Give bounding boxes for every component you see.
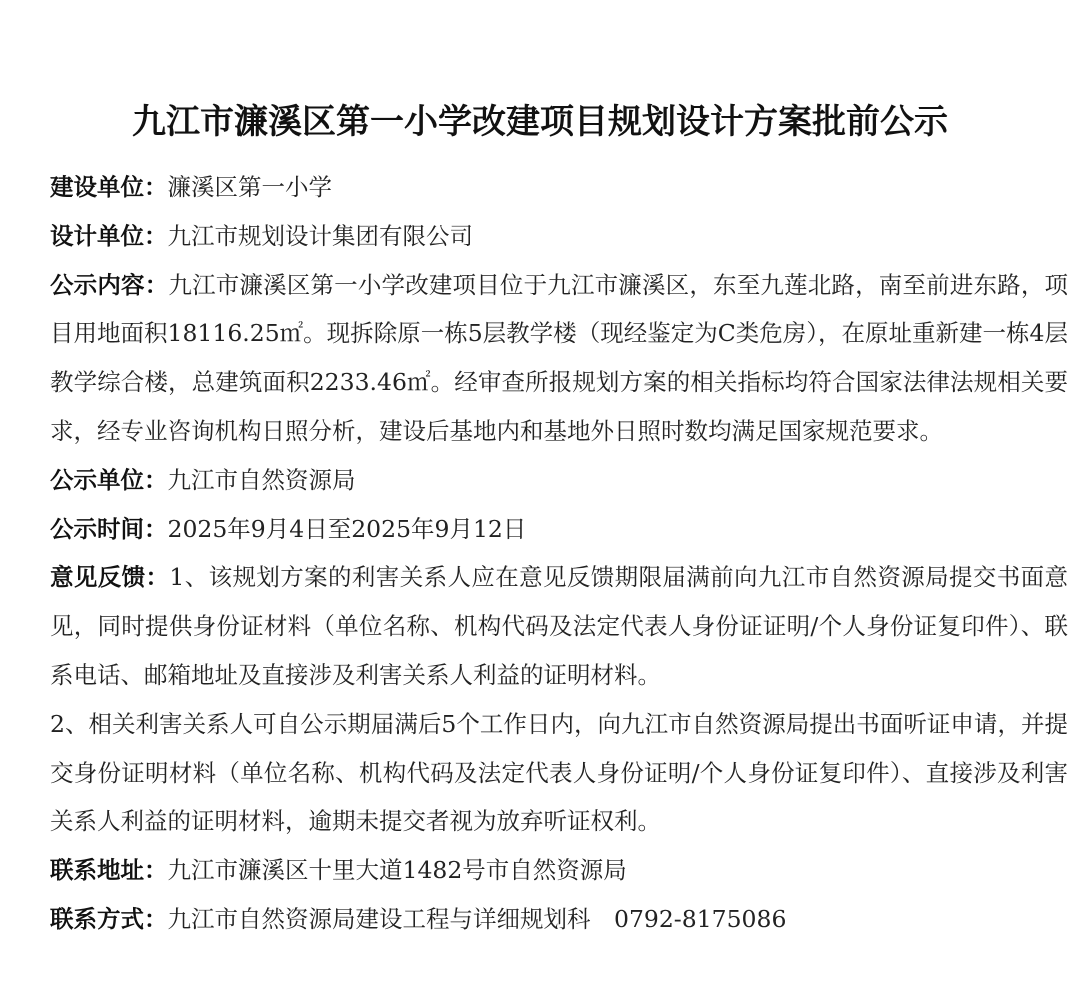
designer-row (50, 212, 1068, 261)
period-value: 2025年9月4日至2025年9月12日 (167, 514, 527, 543)
document-body (50, 163, 1068, 944)
contact-row (50, 895, 1068, 944)
content-label: 公示内容： (50, 270, 169, 299)
address-label: 联系地址： (50, 856, 168, 885)
publisher-row (50, 456, 1068, 505)
publisher-label: 公示单位： (50, 465, 168, 494)
feedback-item-1: 1、该规划方案的利害关系人应在意见反馈期限届满前向九江市自然资源局提交书面意见，同时提供身份证材料（单位名称、机构代码及法定代表人身份证证明/个人身份证复印件）、联系电话、邮箱地址及直接涉及利害关系人利益的证明材料。 (50, 563, 1069, 689)
contact-value: 九江市自然资源局建设工程与详细规划科 0792-8175086 (167, 904, 787, 933)
designer-label: 设计单位： (50, 221, 168, 250)
period-label: 公示时间： (50, 514, 168, 543)
builder-label: 建设单位： (50, 173, 168, 201)
feedback-item-2: 2、相关利害关系人可自公示期届满后5个工作日内，向九江市自然资源局提出书面听证申请，并提交身份证明材料（单位名称、机构代码及法定代表人身份证明/个人身份证复印件）、直接涉及利害关系人利益的证明材料，逾期未提交者视为放弃听证权利。 (50, 709, 1068, 836)
feedback-row (50, 553, 1068, 699)
publisher-value: 九江市自然资源局 (167, 465, 356, 494)
builder-row (50, 163, 1068, 212)
document-title: 九江市濂溪区第一小学改建项目规划设计方案批前公示 (132, 102, 948, 142)
content-value: 九江市濂溪区第一小学改建项目位于九江市濂溪区，东至九莲北路，南至前进东路，项目用地面积18116.25㎡。现拆除原一栋5层教学楼（现经鉴定为C类危房），在原址重新建一栋4层教学综合楼，总建筑面积2233.46㎡。经审查所报规划方案的相关指标均符合国家法律法规相关要求，经专业咨询机构日照分析，建设后基地内和基地外日照时数均满足国家规范要求。 (50, 270, 1069, 445)
designer-value: 九江市规划设计集团有限公司 (167, 221, 473, 250)
feedback-label: 意见反馈： (50, 563, 170, 592)
period-row (50, 505, 1068, 554)
contact-label: 联系方式： (50, 904, 168, 933)
address-row (50, 846, 1068, 895)
content-row (50, 261, 1068, 456)
builder-value: 濂溪区第一小学 (167, 173, 332, 201)
feedback-item-2-row (50, 700, 1068, 846)
address-value: 九江市濂溪区十里大道1482号市自然资源局 (167, 856, 627, 885)
